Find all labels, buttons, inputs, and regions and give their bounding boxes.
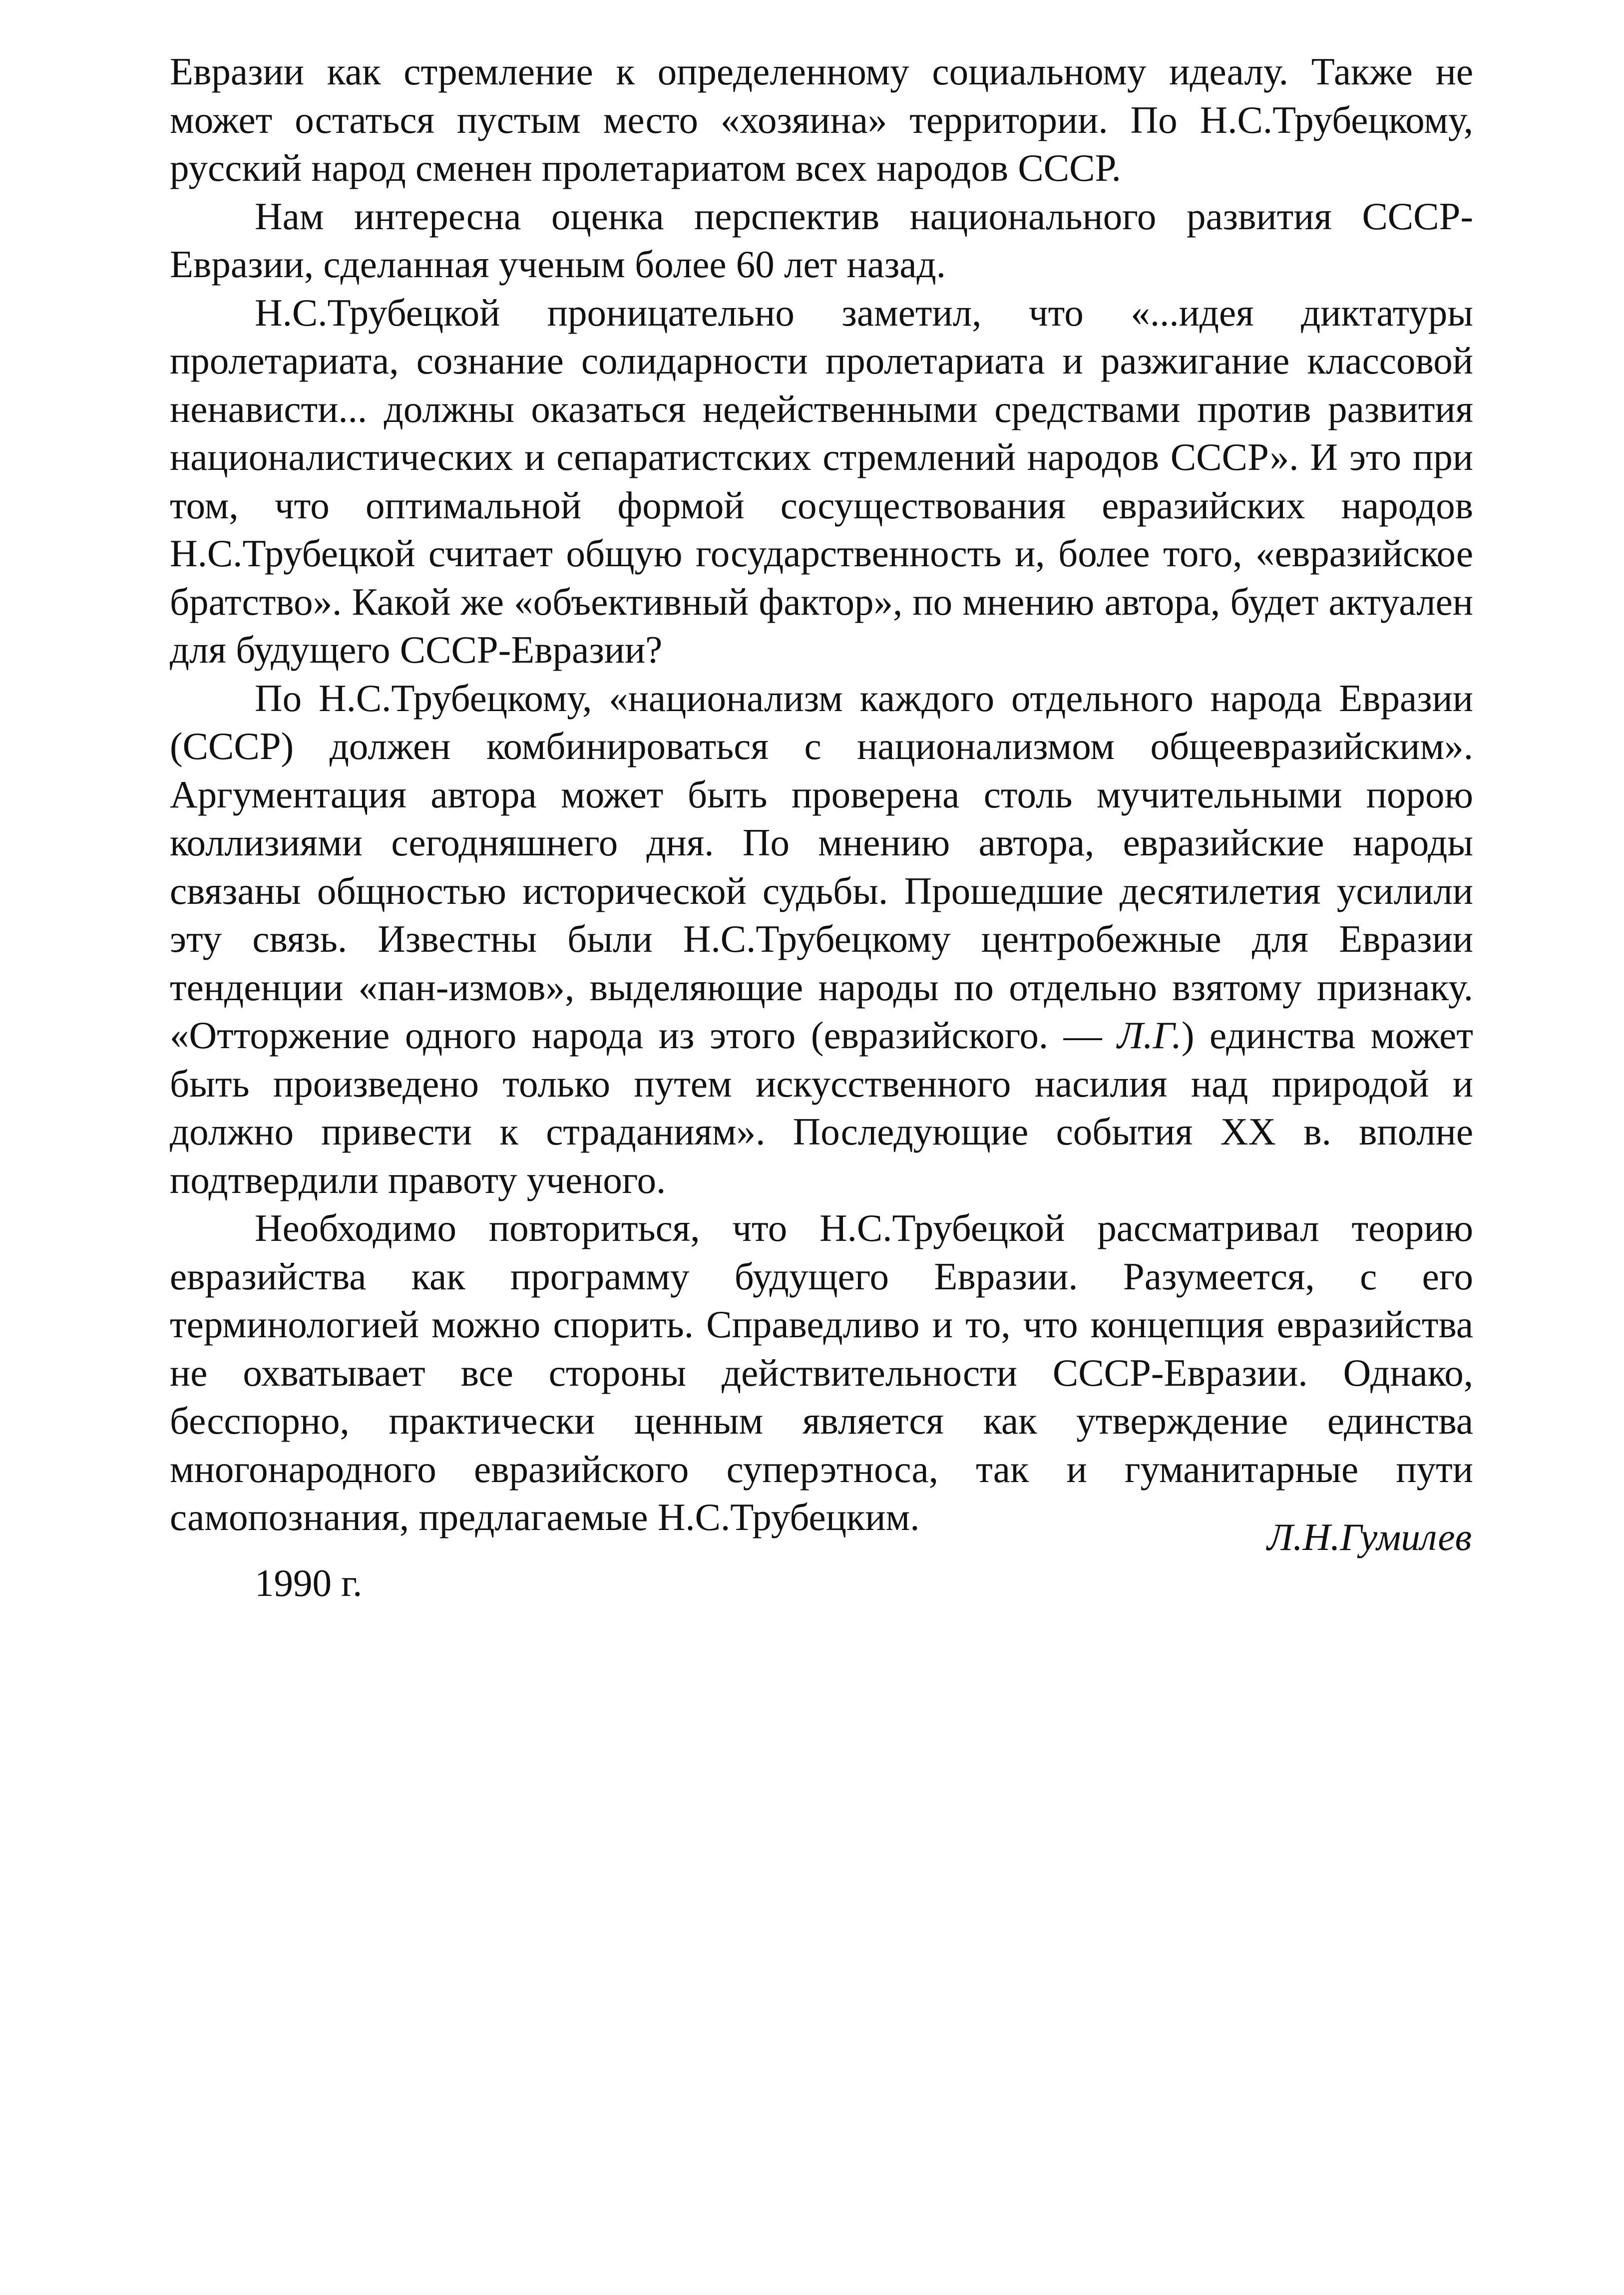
paragraph-4-initials: Л.Г.	[1117, 1014, 1182, 1057]
document-date: 1990 г.	[255, 1561, 363, 1604]
paragraph-1: Евразии как стремление к определенному социальному идеалу. Также не может остаться пустым место «хозяина» территории. По Н.С.Трубецкому, русский народ сменен пролетариатом всех народов СССР.	[170, 50, 1473, 189]
paragraph-4-part-2: ) единства может быть произведено только путем искусственного насилия над природой и должно привести к страданиям». Последующие события XX в. вполне подтвердили правоту ученого.	[170, 1014, 1474, 1201]
author-signature: Л.Н.Гумилев	[1267, 1516, 1472, 1558]
paragraph-2: Нам интересна оценка перспектив национального развития СССР-Евразии, сделанная ученым более 60 лет назад.	[170, 194, 1473, 286]
paragraph-4-part-1: По Н.С.Трубецкому, «национализм каждого отдельного народа Евразии (СССР) должен комбинироваться с национализмом общеевразийским». Аргументация автора может быть проверена столь мучительными порою коллизиями сегодняшнего дня. По мнению автора, евразийские народы связаны общностью исторической судьбы. Прошедшие десятилетия усилили эту связь. Известны были Н.С.Трубецкому центробежные для Евразии тенденции «пан-измов», выделяющие народы по отдельно взятому признаку. «Отторжение одного народа из этого (евразийского. —	[170, 676, 1473, 1057]
paragraph-4	[170, 674, 1473, 1204]
paragraph-5: Необходимо повториться, что Н.С.Трубецкой рассматривал теорию евразийства как программу будущего Евразии. Разумеется, с его терминологией можно спорить. Справедливо и то, что концепция евразийства не охватывает все стороны действительности СССР-Евразии. Однако, бесспорно, практически ценным является как утверждение единства многонародного евразийского суперэтноса, так и гуманитарные пути самопознания, предлагаемые Н.С.Трубецким.	[170, 1206, 1473, 1538]
body-text	[170, 47, 1473, 1541]
paragraph-3: Н.С.Трубецкой проницательно заметил, что «...идея диктатуры пролетариата, сознание солидарности пролетариата и разжигание классовой ненависти... должны оказаться недейственными средствами против развития националистических и сепаратистских стремлений народов СССР». И это при том, что оптимальной формой сосуществования евразийских народов Н.С.Трубецкой считает общую государственность и, более того, «евразийское братство». Какой же «объективный фактор», по мнению автора, будет актуален для будущего СССР-Евразии?	[170, 291, 1473, 671]
